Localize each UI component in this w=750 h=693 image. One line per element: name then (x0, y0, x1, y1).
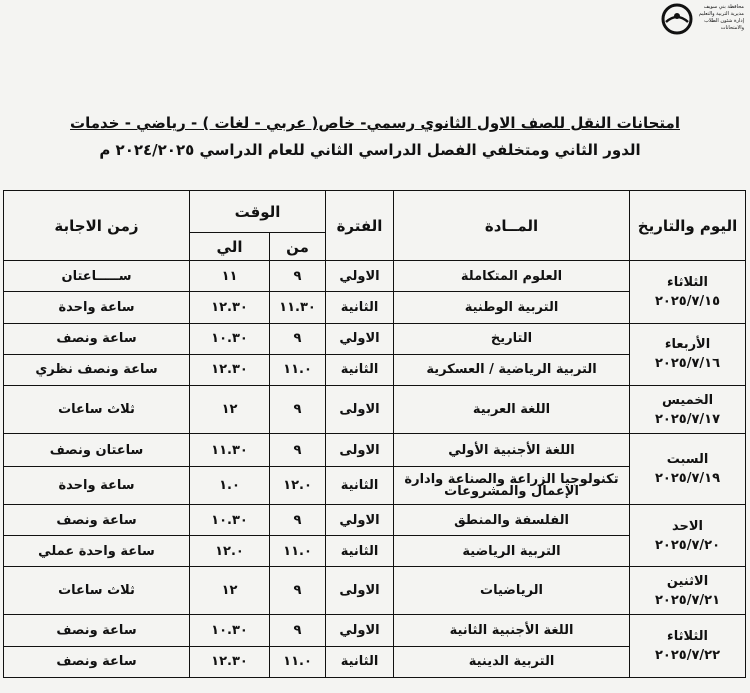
day-date-cell (630, 504, 746, 567)
duration-cell: ساعة ونصف (4, 504, 190, 535)
duration-cell: ســـــاعتان (4, 261, 190, 292)
duration-cell: ساعة واحدة (4, 467, 190, 505)
day-name: الثلاثاء (667, 274, 708, 290)
day-date-cell (630, 434, 746, 505)
time-from-cell: ١١.٠ (270, 536, 326, 567)
time-to-cell: ١٢ (190, 386, 270, 434)
subject-cell: التربية الدينية (394, 646, 630, 677)
day-name: الاثنين (666, 573, 709, 589)
period-cell: الثانية (326, 536, 394, 567)
day-date-cell (630, 386, 746, 434)
ministry-logo (660, 0, 750, 40)
org-line: إدارة شئون الطلاب والامتحانات (704, 18, 744, 31)
period-cell: الاولي (326, 615, 394, 646)
period-cell: الثانية (326, 292, 394, 323)
period-cell: الاولى (326, 434, 394, 467)
schedule-subtitle: الدور الثاني ومتخلفي الفصل الدراسي الثاني للعام الدراسي ٢٠٢٤/٢٠٢٥ م (99, 141, 641, 159)
header-from: من (270, 233, 326, 261)
subject-cell: التربية الوطنية (394, 292, 630, 323)
day-name: الأربعاء (664, 337, 711, 353)
header-to: الي (190, 233, 270, 261)
subject-cell: تكنولوجيا الزراعة والصناعة وادارة الإعمال والمشروعات (394, 467, 630, 505)
time-to-cell: ١١.٣٠ (190, 434, 270, 467)
header-day: اليوم والتاريخ (630, 191, 746, 261)
subject-cell: اللغة العربية (394, 386, 630, 434)
period-cell: الاولي (326, 261, 394, 292)
schedule-body (4, 261, 746, 678)
schedule-row (4, 504, 746, 535)
subject-cell: العلوم المتكاملة (394, 261, 630, 292)
exam-date: ٢٠٢٥/٧/١٦ (654, 356, 721, 372)
duration-cell: ساعة ونصف (4, 646, 190, 677)
schedule-title: امتحانات النقل للصف الاول الثانوي رسمي- خاص( عربي - لغات ) - رياضي - خدمات (70, 114, 680, 132)
day-date-cell (630, 323, 746, 386)
time-to-cell: ١٢ (190, 567, 270, 615)
header-time: الوقت (190, 191, 326, 233)
time-to-cell: ١١ (190, 261, 270, 292)
exam-date: ٢٠٢٥/٧/١٥ (654, 293, 721, 309)
time-to-cell: ١٠.٣٠ (190, 323, 270, 354)
schedule-row (4, 434, 746, 467)
time-to-cell: ١٢.٣٠ (190, 646, 270, 677)
period-cell: الثانية (326, 354, 394, 385)
subject-cell: اللغة الأجنبية الثانية (394, 615, 630, 646)
time-from-cell: ٩ (270, 386, 326, 434)
period-cell: الثانية (326, 646, 394, 677)
exam-schedule-table (3, 190, 746, 678)
time-to-cell: ١.٠ (190, 467, 270, 505)
time-from-cell: ١١.٠ (270, 354, 326, 385)
time-to-cell: ١٢.٣٠ (190, 354, 270, 385)
time-from-cell: ٩ (270, 434, 326, 467)
duration-cell: ساعة واحدة (4, 292, 190, 323)
exam-date: ٢٠٢٥/٧/٢١ (654, 592, 721, 608)
schedule-row (4, 261, 746, 292)
subject-cell: الرياضيات (394, 567, 630, 615)
duration-cell: ساعة واحدة عملي (4, 536, 190, 567)
time-from-cell: ٩ (270, 504, 326, 535)
duration-cell: ساعتان ونصف (4, 434, 190, 467)
schedule-row (4, 323, 746, 354)
org-name (688, 4, 744, 32)
day-date-cell (630, 261, 746, 324)
header-subject: المــادة (394, 191, 630, 261)
day-name: السبت (666, 451, 709, 467)
time-to-cell: ١٠.٣٠ (190, 504, 270, 535)
subject-cell: الفلسفة والمنطق (394, 504, 630, 535)
subject-cell: اللغة الأجنبية الأولي (394, 434, 630, 467)
exam-date: ٢٠٢٥/٧/١٩ (654, 470, 721, 486)
schedule-row (4, 567, 746, 615)
period-cell: الاولى (326, 567, 394, 615)
period-cell: الثانية (326, 467, 394, 505)
time-to-cell: ١٠.٣٠ (190, 615, 270, 646)
time-from-cell: ١٢.٠ (270, 467, 326, 505)
schedule-row (4, 386, 746, 434)
org-line: محافظة بني سويف (703, 4, 744, 10)
day-name: الثلاثاء (667, 629, 708, 645)
day-date-cell (630, 567, 746, 615)
exam-date: ٢٠٢٥/٧/٢٢ (654, 648, 721, 664)
exam-date: ٢٠٢٥/٧/٢٠ (654, 537, 721, 553)
duration-cell: ساعة ونصف نظري (4, 354, 190, 385)
period-cell: الاولي (326, 323, 394, 354)
time-from-cell: ٩ (270, 615, 326, 646)
duration-cell: ساعة ونصف (4, 615, 190, 646)
schedule-row (4, 615, 746, 646)
time-from-cell: ١١.٣٠ (270, 292, 326, 323)
header-period: الفترة (326, 191, 394, 261)
subject-cell: التربية الرياضية / العسكرية (394, 354, 630, 385)
duration-cell: ساعة ونصف (4, 323, 190, 354)
period-cell: الاولي (326, 504, 394, 535)
duration-cell: ثلاث ساعات (4, 386, 190, 434)
time-to-cell: ١٢.٣٠ (190, 292, 270, 323)
time-from-cell: ٩ (270, 567, 326, 615)
period-cell: الاولى (326, 386, 394, 434)
org-line: مديرية التربية والتعليم (698, 11, 744, 17)
day-name: الاحد (672, 518, 704, 534)
time-from-cell: ٩ (270, 323, 326, 354)
day-date-cell (630, 615, 746, 678)
subject-cell: التاريخ (394, 323, 630, 354)
subject-cell: التربية الرياضية (394, 536, 630, 567)
header-duration: زمن الاجابة (4, 191, 190, 261)
day-name: الخميس (661, 392, 714, 408)
exam-date: ٢٠٢٥/٧/١٧ (654, 411, 721, 427)
duration-cell: ثلاث ساعات (4, 567, 190, 615)
time-from-cell: ١١.٠ (270, 646, 326, 677)
time-from-cell: ٩ (270, 261, 326, 292)
time-to-cell: ١٢.٠ (190, 536, 270, 567)
